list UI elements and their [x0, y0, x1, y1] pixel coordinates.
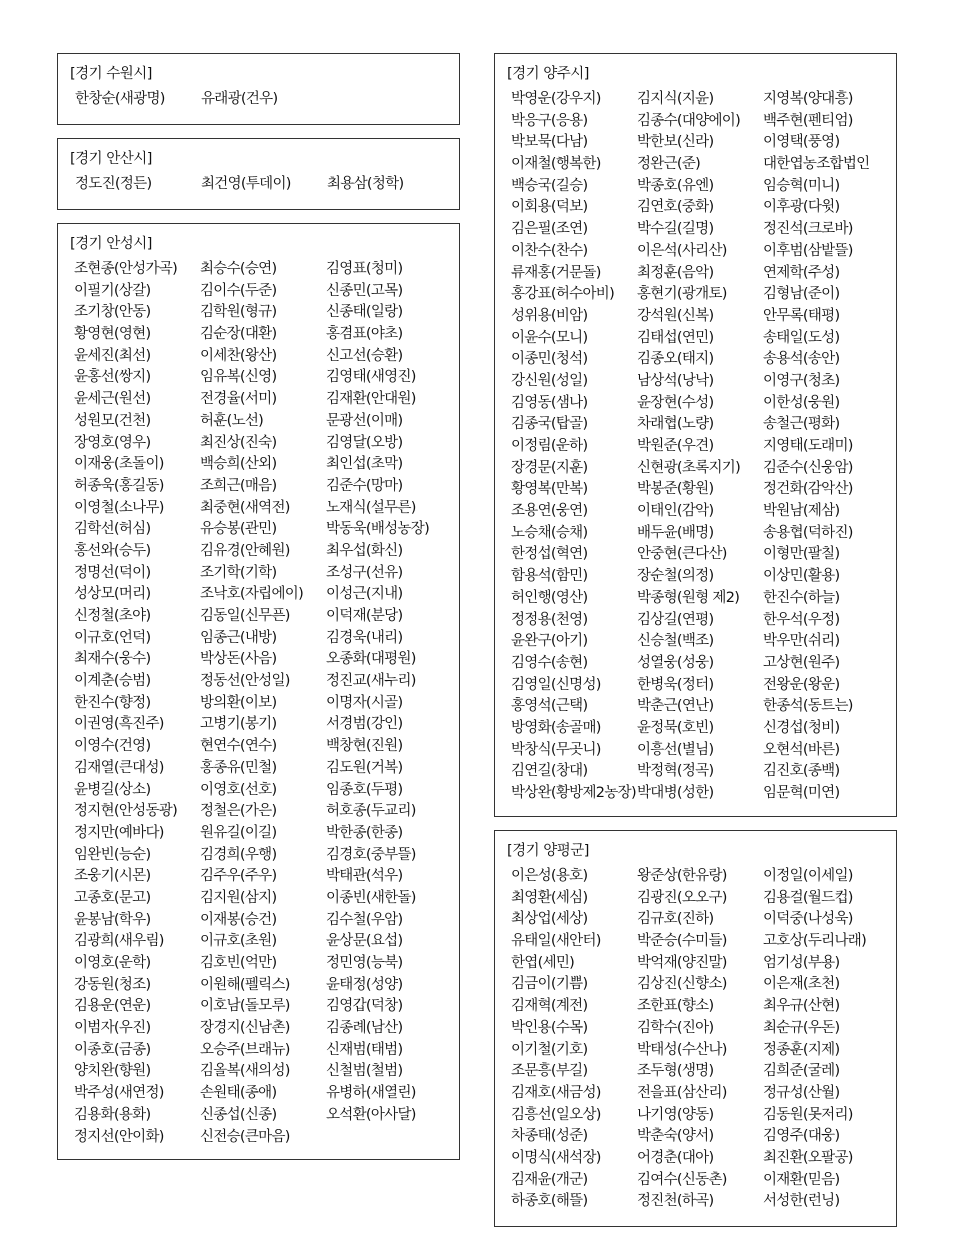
member-name: 김광진(오오구)	[637, 889, 727, 906]
member-name: 이영수(건영)	[74, 738, 151, 755]
member-name: 이호남(돌모루)	[200, 998, 290, 1015]
member-name: 정완근(준)	[637, 156, 701, 173]
member-name: 윤태정(성양)	[326, 976, 403, 993]
member-name: 최중현(새역전)	[200, 499, 290, 516]
member-name: 이기철(기호)	[511, 1041, 588, 1058]
member-name: 이은석(사리산)	[637, 242, 727, 259]
member-name: 이성근(지내)	[326, 586, 403, 603]
member-name: 박춘숙(양서)	[637, 1128, 714, 1145]
member-name: 고종호(문고)	[74, 889, 151, 906]
member-name: 김학원(형규)	[200, 304, 277, 321]
member-name: 박종호(유엔)	[637, 177, 714, 194]
member-name: 신종섭(신종)	[200, 1106, 277, 1123]
member-name: 이종민(청석)	[511, 351, 588, 368]
member-name: 박대병(성한)	[637, 785, 714, 801]
member-name: 이회용(덕보)	[511, 199, 588, 216]
member-name: 김종례(남산)	[326, 1020, 403, 1037]
member-name: 정건화(감악산)	[763, 481, 853, 498]
member-name: 유승봉(관민)	[200, 521, 277, 538]
member-name: 하종호(해뜰)	[511, 1193, 588, 1210]
section-title: [경기 안성시]	[70, 236, 152, 252]
member-name: 오종화(대평원)	[326, 651, 416, 668]
member-name: 이찬수(찬수)	[511, 242, 588, 259]
member-name: 성상모(머리)	[74, 586, 151, 603]
member-name: 허훈(노선)	[200, 412, 264, 429]
member-name: 한종석(동트는)	[763, 698, 853, 715]
member-name: 남상석(낭낙)	[637, 372, 714, 389]
member-name: 정동선(안성일)	[200, 673, 290, 690]
member-name: 이권영(흑진주)	[74, 716, 164, 733]
member-name: 박한종(한종)	[326, 824, 403, 841]
member-name: 신승철(백조)	[637, 633, 714, 650]
name-list	[74, 259, 459, 1148]
member-name: 이윤수(모니)	[511, 329, 588, 346]
member-name: 김흥선(일오상)	[511, 1106, 601, 1123]
member-name: 유래광(건우)	[201, 91, 278, 107]
member-name: 김지식(지윤)	[637, 91, 714, 107]
member-name: 한병욱(정터)	[637, 676, 714, 693]
section-yangju	[494, 53, 897, 817]
member-name: 정정용(천영)	[511, 611, 588, 628]
member-name: 백승국(길승)	[511, 177, 588, 194]
member-name: 고호상(두리나래)	[763, 933, 867, 950]
member-name: 박태성(수산나)	[637, 1041, 727, 1058]
member-name: 한창순(새광명)	[75, 91, 165, 107]
member-name: 박원준(우견)	[637, 438, 714, 454]
member-name: 이명자(시골)	[326, 694, 403, 711]
member-name: 이원해(펠릭스)	[200, 976, 290, 993]
member-name: 지영태(도래미)	[763, 438, 853, 454]
name-list	[511, 866, 896, 1213]
member-name: 김순장(대환)	[200, 326, 277, 343]
member-name: 전왕운(왕운)	[763, 676, 840, 693]
member-name: 정민영(능북)	[326, 955, 403, 971]
member-name: 조한표(향소)	[637, 998, 714, 1015]
member-name: 연제학(주성)	[763, 264, 840, 281]
member-name: 최용삼(청학)	[327, 176, 404, 192]
member-name: 조성구(선유)	[326, 564, 403, 581]
member-name: 한정섭(혁연)	[511, 546, 588, 563]
member-name: 허종욱(홍길동)	[74, 477, 164, 494]
member-name: 홍겸표(야초)	[326, 326, 403, 343]
member-name: 김영동(샘나)	[511, 394, 588, 411]
member-name: 이영호(선호)	[200, 781, 277, 798]
member-name: 한진수(하늘)	[763, 589, 840, 606]
member-name: 임승혁(미니)	[763, 177, 840, 194]
member-name: 김종수(대양에이)	[637, 112, 741, 129]
member-name: 최진환(오팔공)	[763, 1149, 853, 1166]
member-name: 박정혁(정곡)	[637, 763, 714, 780]
member-name: 유병하(새열린)	[326, 1085, 416, 1102]
member-name: 신재범(태범)	[326, 1041, 403, 1058]
member-name: 배두윤(배명)	[637, 524, 714, 541]
member-name: 박봉준(황원)	[637, 481, 714, 498]
member-name: 서경범(강인)	[326, 716, 403, 733]
member-name: 홍선와(승두)	[74, 542, 151, 559]
member-name: 김수철(우암)	[326, 911, 403, 928]
member-name: 엄기성(부용)	[763, 954, 840, 971]
member-name: 이계춘(승범)	[74, 673, 151, 690]
member-name: 현연수(연수)	[200, 738, 277, 755]
member-name: 백주현(펜티엄)	[763, 112, 853, 129]
member-name: 황영현(영현)	[74, 326, 151, 343]
member-name: 임완빈(능순)	[74, 846, 151, 863]
member-name: 안중현(큰다산)	[637, 546, 727, 563]
member-name: 김연길(창대)	[511, 763, 588, 780]
member-name: 김용화(용화)	[74, 1106, 151, 1123]
member-name: 송용협(덕하진)	[763, 524, 853, 541]
member-name: 최재수(웅수)	[74, 651, 151, 668]
member-name: 김종오(태지)	[637, 351, 714, 368]
member-name: 박원남(제삼)	[763, 503, 840, 520]
member-name: 정지만(예바다)	[74, 824, 164, 841]
member-name: 윤정묵(호빈)	[637, 719, 714, 736]
member-name: 이종빈(새한돌)	[326, 889, 416, 906]
member-name: 김영갑(덕창)	[326, 998, 403, 1015]
member-name: 장경지(신남촌)	[200, 1020, 290, 1037]
member-name: 최상업(세상)	[511, 911, 588, 928]
member-name: 지영복(양대흥)	[763, 91, 853, 107]
name-list	[75, 89, 459, 111]
member-name: 최인섭(초막)	[326, 456, 403, 473]
member-name: 이종호(금종)	[74, 1041, 151, 1058]
member-name: 박상완(황방제2농장)	[511, 785, 636, 801]
member-name: 김광희(새우림)	[74, 933, 164, 950]
member-name: 김은필(조연)	[511, 221, 588, 238]
member-name: 손원태(종애)	[200, 1085, 277, 1102]
member-name: 정지현(안성동광)	[74, 803, 178, 820]
member-name: 허인행(영산)	[511, 589, 588, 606]
member-name: 임문혁(미연)	[763, 785, 840, 801]
member-name: 신경섭(청비)	[763, 719, 840, 736]
member-name: 최우섭(화신)	[326, 542, 403, 559]
member-name: 김지원(삼지)	[200, 889, 277, 906]
member-name: 성원모(건천)	[74, 412, 151, 429]
member-name: 최정훈(음악)	[637, 264, 714, 281]
member-name: 오현석(바른)	[763, 741, 840, 758]
member-name: 임종근(내방)	[200, 629, 277, 646]
member-name: 김형남(준이)	[763, 286, 840, 303]
member-name: 이은재(초천)	[763, 976, 840, 993]
member-name: 방의환(이보)	[200, 694, 277, 711]
member-name: 방영화(송골매)	[511, 719, 601, 736]
member-name: 김영표(청미)	[326, 261, 403, 277]
member-name: 이덕재(분당)	[326, 608, 403, 624]
member-name: 최진상(진숙)	[200, 434, 277, 451]
member-name: 한엽(세민)	[511, 954, 575, 971]
member-name: 홍영석(근택)	[511, 698, 588, 715]
member-name: 박우만(쉬리)	[763, 633, 840, 650]
member-name: 대한엽농조합법인	[763, 156, 870, 173]
member-name: 신종민(고목)	[326, 282, 403, 299]
member-name: 정진석(크로바)	[763, 221, 853, 238]
member-name: 최우규(산현)	[763, 998, 840, 1015]
member-name: 강신원(성일)	[511, 372, 588, 389]
member-name: 이후광(다윗)	[763, 199, 840, 216]
member-name: 홍종유(민철)	[200, 759, 277, 776]
member-name: 박주성(새연정)	[74, 1085, 164, 1102]
member-name: 이후범(삼밭뜰)	[763, 242, 853, 259]
member-name: 송태일(도성)	[763, 329, 840, 346]
member-name: 안무록(태평)	[763, 307, 840, 324]
member-name: 김희준(굴레)	[763, 1063, 840, 1080]
member-name: 신종태(일랑)	[326, 304, 403, 321]
member-name: 윤홍선(쌍지)	[74, 369, 151, 386]
member-name: 김용운(연운)	[74, 998, 151, 1015]
member-name: 양치완(향원)	[74, 1063, 151, 1080]
member-name: 송용석(송안)	[763, 351, 840, 368]
member-name: 박동욱(배성농장)	[326, 521, 430, 538]
member-name: 전을표(삼산리)	[637, 1084, 727, 1101]
member-name: 김올복(새의성)	[200, 1063, 290, 1080]
member-name: 이재웅(초돌이)	[74, 456, 164, 473]
member-name: 김영수(송현)	[511, 654, 588, 671]
member-name: 고상현(원주)	[763, 654, 840, 671]
member-name: 이재봉(승건)	[200, 911, 277, 928]
name-list	[511, 89, 896, 805]
member-name: 김상길(연평)	[637, 611, 714, 628]
member-name: 차종태(성준)	[511, 1128, 588, 1145]
member-name: 이형만(팔칠)	[763, 546, 840, 563]
member-name: 홍현기(광개토)	[637, 286, 727, 303]
member-name: 김영달(오방)	[326, 434, 403, 451]
member-name: 김연호(중화)	[637, 199, 714, 216]
member-name: 정진교(새누리)	[326, 673, 416, 690]
member-name: 김상진(신향소)	[637, 976, 727, 993]
member-name: 김유경(안혜원)	[200, 542, 290, 559]
member-name: 최건영(투데이)	[201, 176, 291, 192]
member-name: 조희근(매음)	[200, 477, 277, 494]
member-name: 임유복(신영)	[200, 369, 277, 386]
member-name: 조기창(안동)	[74, 304, 151, 321]
member-name: 김학수(진아)	[637, 1019, 714, 1036]
member-name: 신철범(철범)	[326, 1063, 403, 1080]
member-name: 유태일(새안터)	[511, 933, 601, 950]
member-name: 윤병길(상소)	[74, 781, 151, 798]
member-name: 윤완구(아기)	[511, 633, 588, 650]
member-name: 김재혁(계전)	[511, 998, 588, 1015]
member-name: 이덕중(나성욱)	[763, 911, 853, 928]
member-name: 이은성(용호)	[511, 868, 588, 884]
member-name: 성열웅(성웅)	[637, 654, 714, 671]
member-name: 황영복(만복)	[511, 481, 588, 498]
member-name: 윤세진(최선)	[74, 347, 151, 364]
member-name: 이태인(감악)	[637, 503, 714, 520]
member-name: 함용석(함민)	[511, 568, 588, 585]
member-name: 김경호(중부뜰)	[326, 846, 416, 863]
member-name: 윤봉남(학우)	[74, 911, 151, 928]
member-name: 박춘근(연난)	[637, 698, 714, 715]
member-name: 김동일(신무픈)	[200, 608, 290, 624]
member-name: 이범자(우진)	[74, 1020, 151, 1037]
member-name: 조용연(웅연)	[511, 503, 588, 520]
member-name: 신현광(초록지기)	[637, 459, 741, 476]
member-name: 서성한(런닝)	[763, 1193, 840, 1210]
section-suwon	[57, 53, 460, 125]
member-name: 조기학(기학)	[200, 564, 277, 581]
member-name: 김동원(못저리)	[763, 1106, 853, 1123]
member-name: 장영호(영우)	[74, 434, 151, 451]
member-name: 김태섭(연민)	[637, 329, 714, 346]
member-name: 박수길(길명)	[637, 221, 714, 238]
member-name: 이규호(언덕)	[74, 629, 151, 646]
member-name: 송철근(평화)	[763, 416, 840, 433]
member-name: 고병기(봉기)	[200, 716, 277, 733]
member-name: 정도진(정든)	[75, 176, 152, 192]
member-name: 윤세근(원선)	[74, 391, 151, 408]
member-name: 이영호(운학)	[74, 955, 151, 971]
member-name: 문광선(이매)	[326, 412, 403, 429]
member-name: 김금이(기쁨)	[511, 976, 588, 993]
member-name: 이재환(믿음)	[763, 1171, 840, 1188]
member-name: 박한보(신라)	[637, 134, 714, 151]
section-title: [경기 양평군]	[507, 843, 589, 859]
member-name: 김진호(종백)	[763, 763, 840, 780]
member-name: 이세찬(왕산)	[200, 347, 277, 364]
member-name: 이재철(행복한)	[511, 156, 601, 173]
member-name: 박영운(강우지)	[511, 91, 601, 107]
member-name: 전경율(서미)	[200, 391, 277, 408]
member-name: 김호빈(억만)	[200, 955, 277, 971]
member-name: 김재윤(개군)	[511, 1171, 588, 1188]
member-name: 이영택(풍영)	[763, 134, 840, 151]
member-name: 신전승(큰마음)	[200, 1128, 290, 1145]
section-yangpyeong	[494, 830, 897, 1227]
member-name: 김재열(큰대성)	[74, 759, 164, 776]
member-name: 김이수(두준)	[200, 282, 277, 299]
member-name: 한우석(우정)	[763, 611, 840, 628]
member-name: 차래협(노량)	[637, 416, 714, 433]
member-name: 이영철(소나무)	[74, 499, 164, 516]
member-name: 이한성(웅원)	[763, 394, 840, 411]
member-name: 김영일(신명성)	[511, 676, 601, 693]
member-name: 김학선(허심)	[74, 521, 151, 538]
member-name: 윤상문(요섭)	[326, 933, 403, 950]
member-name: 김주우(주우)	[200, 868, 277, 885]
member-name: 오승주(브래뉴)	[200, 1041, 290, 1058]
section-ansan	[57, 138, 460, 210]
member-name: 정지선(안이화)	[74, 1128, 164, 1145]
member-name: 최순규(우돈)	[763, 1019, 840, 1036]
member-name: 조낙호(자립에이)	[200, 586, 304, 603]
member-name: 임종호(두평)	[326, 781, 403, 798]
member-name: 김준수(신웅암)	[763, 459, 853, 476]
member-name: 홍강표(허수아비)	[511, 286, 615, 303]
member-name: 이상민(활용)	[763, 568, 840, 585]
member-name: 김도원(거복)	[326, 759, 403, 776]
member-name: 김재환(안대원)	[326, 391, 416, 408]
member-name: 노승채(승채)	[511, 524, 588, 541]
member-name: 윤장현(수성)	[637, 394, 714, 411]
member-name: 김경욱(내리)	[326, 629, 403, 646]
member-name: 김규호(진하)	[637, 911, 714, 928]
member-name: 김영태(새영진)	[326, 369, 416, 386]
member-name: 정명선(덕이)	[74, 564, 151, 581]
member-name: 강석원(신복)	[637, 307, 714, 324]
name-list	[75, 174, 459, 196]
member-name: 이영구(청초)	[763, 372, 840, 389]
member-name: 김용걸(월드컵)	[763, 889, 853, 906]
member-name: 백승희(산외)	[200, 456, 277, 473]
member-name: 정진천(하곡)	[637, 1193, 714, 1210]
member-name: 이규호(초원)	[200, 933, 277, 950]
member-name: 박인용(수목)	[511, 1019, 588, 1036]
section-title: [경기 양주시]	[507, 66, 589, 82]
member-name: 박보묵(다남)	[511, 134, 588, 151]
member-name: 최영환(세심)	[511, 889, 588, 906]
member-name: 정규성(산월)	[763, 1084, 840, 1101]
member-name: 이정림(운하)	[511, 438, 588, 454]
member-name: 박종형(원형 제2)	[637, 589, 740, 606]
member-name: 박태관(석우)	[326, 868, 403, 885]
member-name: 정종훈(지제)	[763, 1041, 840, 1058]
member-name: 나기영(양동)	[637, 1106, 714, 1123]
member-name: 김영주(대웅)	[763, 1128, 840, 1145]
member-name: 김경희(우행)	[200, 846, 277, 863]
section-title: [경기 수원시]	[70, 66, 152, 82]
member-name: 정철은(가은)	[200, 803, 277, 820]
member-name: 백창현(진원)	[326, 738, 403, 755]
member-name: 원유길(이길)	[200, 824, 277, 841]
member-name: 어경춘(대아)	[637, 1149, 714, 1166]
member-name: 장경문(지훈)	[511, 459, 588, 476]
member-name: 조문흥(부길)	[511, 1063, 588, 1080]
member-name: 최승수(승연)	[200, 261, 277, 277]
member-name: 한진수(향정)	[74, 694, 151, 711]
member-name: 이필기(상갈)	[74, 282, 151, 299]
member-name: 허호종(두교리)	[326, 803, 416, 820]
member-name: 강동원(청조)	[74, 976, 151, 993]
member-name: 신고선(승환)	[326, 347, 403, 364]
member-name: 김준수(망마)	[326, 477, 403, 494]
member-name: 왕준상(한유랑)	[637, 868, 727, 884]
member-name: 박창식(무곳니)	[511, 741, 601, 758]
member-name: 장순철(의정)	[637, 568, 714, 585]
member-name: 김종국(탑골)	[511, 416, 588, 433]
member-name: 김여수(신동촌)	[637, 1171, 727, 1188]
member-name: 노재식(설무른)	[326, 499, 416, 516]
section-title: [경기 안산시]	[70, 151, 152, 167]
member-name: 김재호(새금성)	[511, 1084, 601, 1101]
member-name: 오석환(아사달)	[326, 1106, 416, 1123]
member-name: 박준승(수미들)	[637, 933, 727, 950]
member-name: 조웅기(시몬)	[74, 868, 151, 885]
member-name: 박응구(응용)	[511, 112, 588, 129]
member-name: 조두형(생명)	[637, 1063, 714, 1080]
member-name: 이흥선(별님)	[637, 741, 714, 758]
member-name: 성위용(비암)	[511, 307, 588, 324]
member-name: 이정일(이세일)	[763, 868, 853, 884]
member-name: 박억재(양진말)	[637, 954, 727, 971]
member-name: 류재홍(거문돌)	[511, 264, 601, 281]
member-name: 박상돈(사음)	[200, 651, 277, 668]
member-name: 조현종(안성가곡)	[74, 261, 178, 277]
member-name: 이명식(새석장)	[511, 1149, 601, 1166]
section-anseong	[57, 223, 460, 1160]
member-name: 신정철(초야)	[74, 608, 151, 624]
